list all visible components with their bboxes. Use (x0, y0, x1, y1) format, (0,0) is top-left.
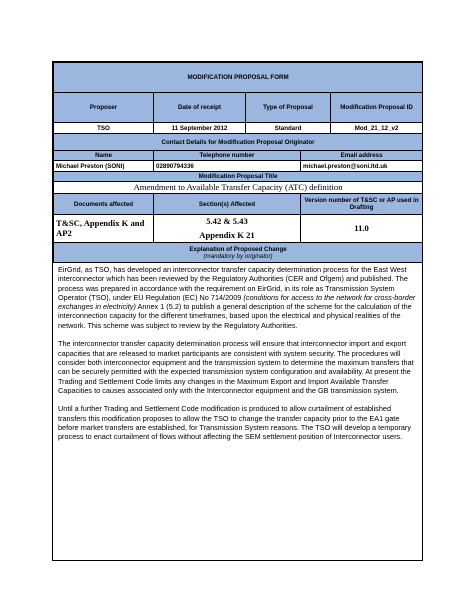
contact-details-title: Contact Details for Modification Proposal Originator (54, 134, 423, 151)
version-number-value: 11.0 (301, 215, 423, 243)
modification-title-value: Amendment to Available Transfer Capacity (ATC) definition (54, 182, 423, 194)
modification-proposal-form-table (53, 62, 423, 263)
explanation-subtitle: (mandatory by originator) (203, 252, 273, 260)
paragraph-2: The interconnector transfer capacity determination process will ensure that interconnector import and export capacities that are released to market participants are consistent with system security. The procedures will consider both interconnector equipment and the transmission system to determine the maximum transfers that can be securely permitted with the expected transmission system configuration and availability. At present the Trading and Settlement Code limits any changes in the Maximum Export and Import Available Transfer Capacities to causes associated only with the Interconnector equipment and the GB transmission system. (58, 339, 414, 395)
paragraph-1 (58, 265, 420, 330)
proposal-id-header: Modification Proposal ID (331, 93, 423, 123)
sections-affected-value (154, 215, 301, 243)
email-header: Email address (301, 151, 423, 161)
proposer-value: TSO (54, 123, 154, 134)
sections-affected-line-1: 5.42 & 5.43 (206, 216, 248, 226)
date-of-receipt-header: Date of receipt (154, 93, 246, 123)
explanation-body (58, 265, 420, 451)
originator-email: michael.preston@soni.ltd.uk (301, 161, 423, 172)
proposal-id-value: Mod_21_12_v2 (331, 123, 423, 134)
modification-title-label: Modification Proposal Title (54, 172, 423, 182)
explanation-title: Explanation of Proposed Change (189, 245, 287, 253)
originator-telephone: 02890794336 (154, 161, 301, 172)
form-title: MODIFICATION PROPOSAL FORM (54, 63, 423, 93)
documents-affected-value: T&SC, Appendix K and AP2 (54, 215, 154, 243)
documents-affected-header: Documents affected (54, 194, 154, 215)
date-of-receipt-value: 11 September 2012 (154, 123, 246, 134)
paragraph-1-italic: (conditions for access to the network for cross-border exchanges in electricity) (58, 292, 416, 312)
originator-name: Michael Preston (SONI) (54, 161, 154, 172)
document-page (52, 61, 423, 561)
type-of-proposal-header: Type of Proposal (246, 93, 331, 123)
name-header: Name (54, 151, 154, 161)
explanation-header (54, 243, 423, 263)
version-number-header: Version number of T&SC or AP used in Drafting (301, 194, 423, 215)
sections-affected-header: Section(s) Affected (154, 194, 301, 215)
telephone-header: Telephone number (154, 151, 301, 161)
proposer-header: Proposer (54, 93, 154, 123)
sections-affected-line-2: Appendix K 21 (199, 229, 255, 240)
paragraph-3: Until a further Trading and Settlement Code modification is produced to allow curtailment of established transfers this modification proposes to allow the TSO to change the transfer capacity prior to the EA1 gate before market transfers are established, for Transmission System reasons. The TSO will develop a temporary process to enact curtailment of flows without affecting the SEM settlement position of Interconnector users. (58, 404, 411, 442)
type-of-proposal-value: Standard (246, 123, 331, 134)
paragraph-1-text-a: EirGrid, as TSO, has developed an interconnector transfer capacity determination process for the East West interconnector which has been reviewed by the Regulatory Authorities (CER and Ofgem) and published. The process was prepared in accordance with the requirement on EirGrid, in its role as Transmission System Operator (TSO), under EU Regulation (EC) No 714/2009 (58, 265, 408, 302)
paragraph-1-text-b: Annex 1 (5.2) to publish a general description of the scheme for the calculation of the interconnection capacity for the different timeframes, based upon the electrical and physical realities of the network. This scheme was subject to review by the Regulatory Authorities. (58, 302, 412, 330)
